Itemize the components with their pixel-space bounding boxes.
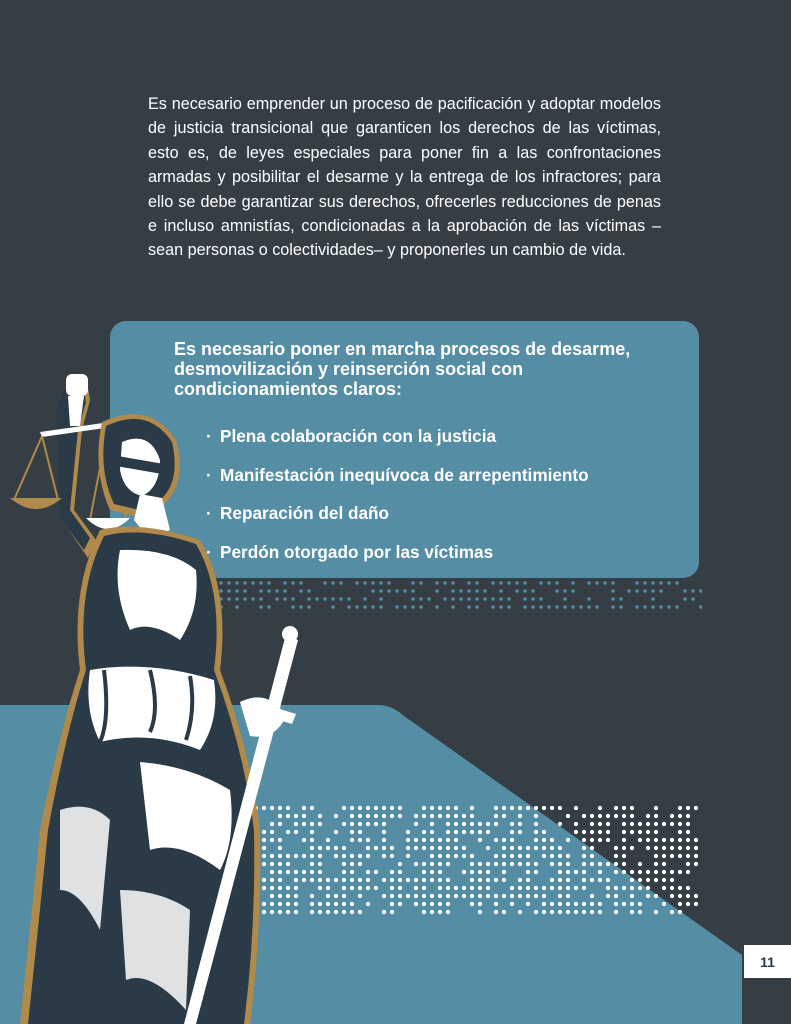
intro-paragraph: Es necesario emprender un proceso de pacificación y adoptar modelos de justicia transicional que garanticen los derechos de las víctimas, esto es, de leyes especiales para poner fin a las confrontaciones armadas y posibilitar el desarme y la entrega de los infractores; para ello se debe garantizar sus derechos, ofrecerles reducciones de penas e incluso amnistías, condicionadas a la aprobación de las víctimas –sean personas o colectividades– y proponerles un cambio de vida. <box>148 95 661 260</box>
list-item <box>206 540 589 579</box>
list-item-label: Manifestación inequívoca de arrepentimiento <box>220 464 589 485</box>
bullet: · <box>206 426 212 446</box>
bullet: · <box>206 464 212 485</box>
bullet: · <box>206 503 212 523</box>
conditions-list <box>206 424 589 578</box>
list-item-label: Plena colaboración con la justicia <box>220 426 497 446</box>
bullet: · <box>206 541 212 562</box>
list-item <box>206 501 589 540</box>
list-item-label: Perdón otorgado por las víctimas <box>220 541 494 562</box>
page-number: 11 <box>744 945 791 978</box>
list-item <box>206 424 589 463</box>
callout-heading: Es necesario poner en marcha procesos de desarme, desmovilización y reinserción social con condicionamientos claros: <box>174 339 631 399</box>
list-item <box>206 463 589 502</box>
list-item-label: Reparación del daño <box>220 503 390 523</box>
